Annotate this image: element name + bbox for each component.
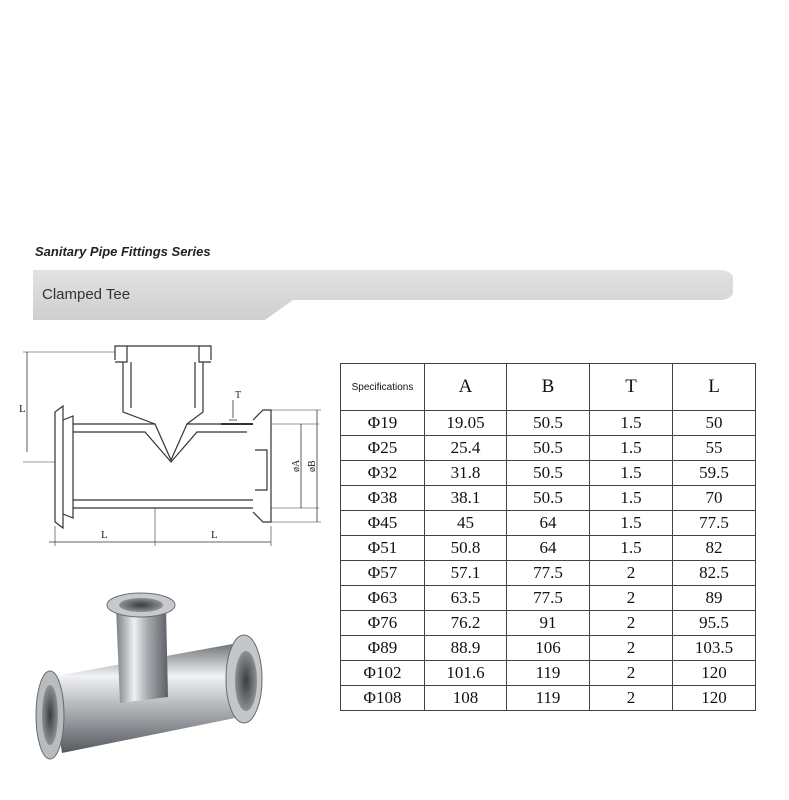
cell-l: 82.5 (673, 561, 756, 586)
cell-t: 1.5 (590, 536, 673, 561)
technical-drawing (15, 340, 335, 555)
cell-t: 1.5 (590, 461, 673, 486)
cell-b: 77.5 (507, 561, 590, 586)
specification-table (340, 363, 756, 711)
cell-l: 103.5 (673, 636, 756, 661)
table-row (341, 611, 756, 636)
cell-a: 88.9 (425, 636, 507, 661)
cell-t: 2 (590, 636, 673, 661)
cell-spec: Φ38 (341, 486, 425, 511)
cell-a: 38.1 (425, 486, 507, 511)
cell-a: 57.1 (425, 561, 507, 586)
cell-spec: Φ102 (341, 661, 425, 686)
cell-spec: Φ19 (341, 411, 425, 436)
dim-l-right: L (211, 529, 218, 541)
cell-b: 50.5 (507, 486, 590, 511)
cell-spec: Φ32 (341, 461, 425, 486)
cell-t: 2 (590, 586, 673, 611)
table-row (341, 461, 756, 486)
cell-spec: Φ76 (341, 611, 425, 636)
cell-l: 59.5 (673, 461, 756, 486)
cell-spec: Φ89 (341, 636, 425, 661)
cell-spec: Φ57 (341, 561, 425, 586)
cell-t: 2 (590, 561, 673, 586)
cell-a: 101.6 (425, 661, 507, 686)
cell-l: 77.5 (673, 511, 756, 536)
cell-spec: Φ45 (341, 511, 425, 536)
table-row (341, 661, 756, 686)
header-b: B (507, 364, 590, 411)
table-row (341, 561, 756, 586)
cell-b: 50.5 (507, 436, 590, 461)
header-t: T (590, 364, 673, 411)
product-name: Clamped Tee (42, 286, 131, 303)
cell-t: 1.5 (590, 486, 673, 511)
header-a: A (425, 364, 507, 411)
header-specifications: Specifications (341, 364, 425, 411)
table-row (341, 511, 756, 536)
cell-b: 91 (507, 611, 590, 636)
table-row (341, 436, 756, 461)
table-row (341, 686, 756, 711)
cell-a: 25.4 (425, 436, 507, 461)
dim-t: T (235, 390, 242, 401)
table-row (341, 486, 756, 511)
table-header-row (341, 364, 756, 411)
dim-l-left: L (101, 529, 108, 541)
cell-t: 2 (590, 611, 673, 636)
cell-a: 19.05 (425, 411, 507, 436)
table-row (341, 636, 756, 661)
cell-b: 50.5 (507, 461, 590, 486)
cell-t: 1.5 (590, 436, 673, 461)
cell-a: 76.2 (425, 611, 507, 636)
cell-spec: Φ108 (341, 686, 425, 711)
cell-a: 31.8 (425, 461, 507, 486)
cell-b: 119 (507, 661, 590, 686)
cell-b: 77.5 (507, 586, 590, 611)
series-title: Sanitary Pipe Fittings Series (35, 244, 211, 259)
cell-b: 106 (507, 636, 590, 661)
cell-a: 108 (425, 686, 507, 711)
cell-t: 2 (590, 686, 673, 711)
cell-l: 50 (673, 411, 756, 436)
dim-dia-a: øA (291, 459, 302, 472)
cell-l: 82 (673, 536, 756, 561)
cell-t: 1.5 (590, 511, 673, 536)
cell-l: 120 (673, 661, 756, 686)
cell-l: 70 (673, 486, 756, 511)
cell-l: 120 (673, 686, 756, 711)
cell-l: 95.5 (673, 611, 756, 636)
cell-spec: Φ25 (341, 436, 425, 461)
table-row (341, 586, 756, 611)
cell-b: 64 (507, 511, 590, 536)
table-row (341, 536, 756, 561)
title-banner (33, 270, 733, 320)
cell-b: 119 (507, 686, 590, 711)
cell-b: 64 (507, 536, 590, 561)
cell-a: 63.5 (425, 586, 507, 611)
cell-spec: Φ63 (341, 586, 425, 611)
cell-spec: Φ51 (341, 536, 425, 561)
header-l: L (673, 364, 756, 411)
cell-a: 45 (425, 511, 507, 536)
cell-a: 50.8 (425, 536, 507, 561)
cell-t: 2 (590, 661, 673, 686)
dim-l-vertical: L (19, 403, 26, 415)
cell-b: 50.5 (507, 411, 590, 436)
cell-l: 55 (673, 436, 756, 461)
dim-dia-b: øB (307, 460, 318, 472)
table-row (341, 411, 756, 436)
cell-l: 89 (673, 586, 756, 611)
product-photo (28, 585, 308, 790)
cell-t: 1.5 (590, 411, 673, 436)
